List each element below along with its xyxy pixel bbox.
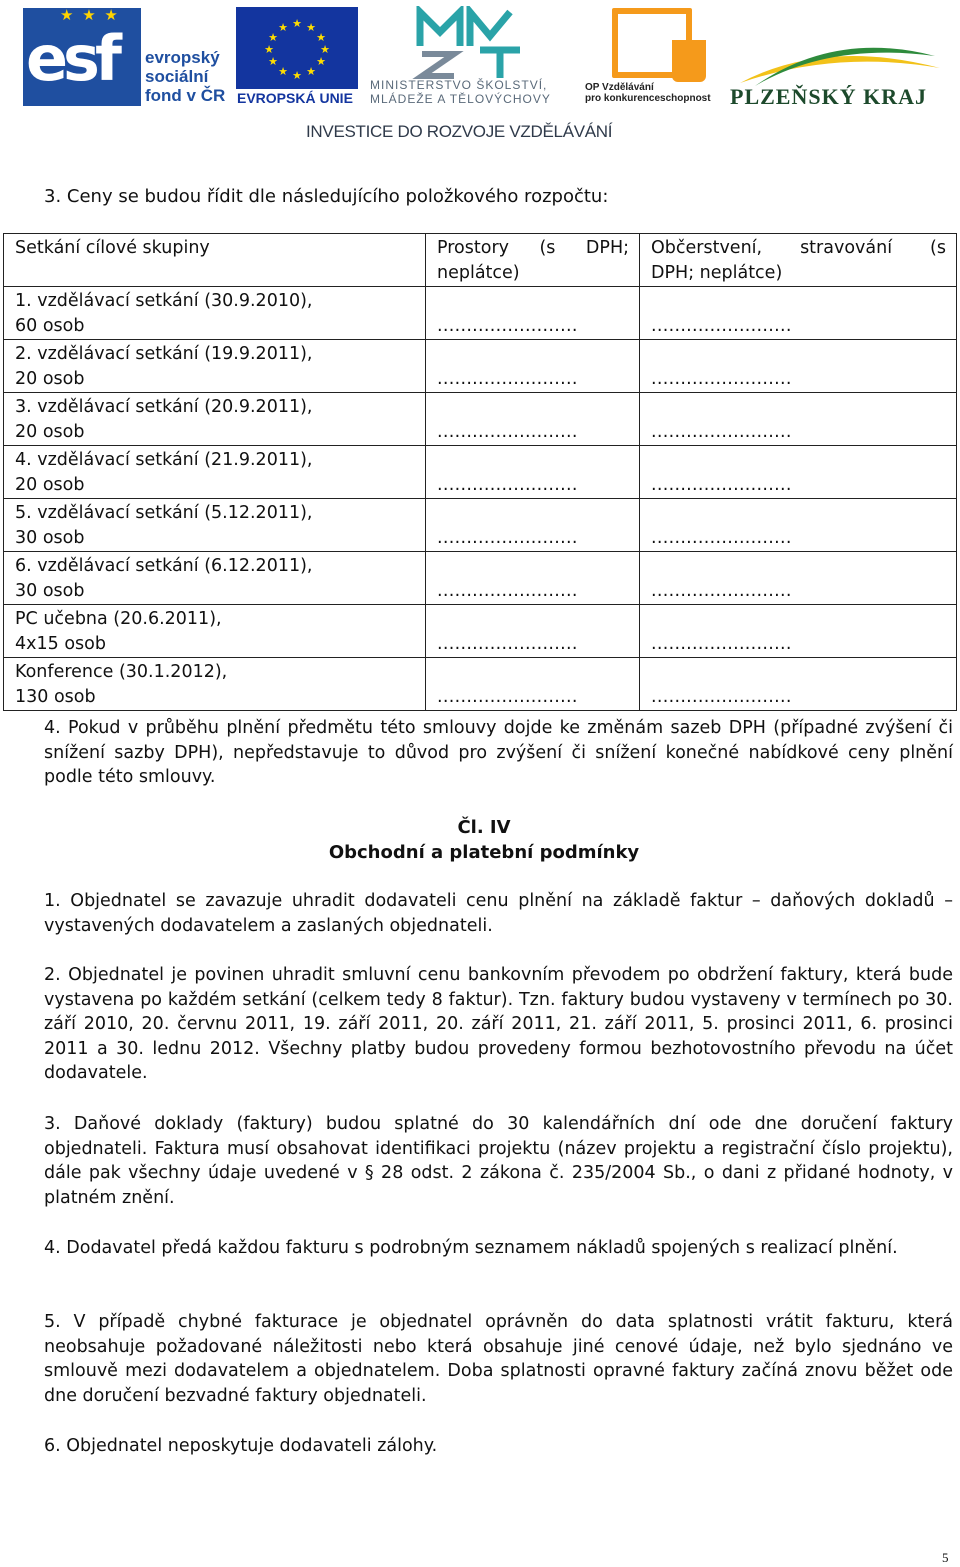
row-catering-blank: ........................ [651,634,792,654]
row-meeting: PC učebna (20.6.2011), [15,609,222,629]
svg-text:★: ★ [316,31,326,44]
budget-intro: 3. Ceny se budou řídit dle následujícího položkového rozpočtu: [44,186,609,207]
row-premises-blank: ........................ [437,581,578,601]
row-meeting: 2. vzdělávací setkání (19.9.2011), [15,344,313,364]
row-meeting: 3. vzdělávací setkání (20.9.2011), [15,397,313,417]
row-persons: 30 osob [15,581,85,601]
row-meeting: 6. vzdělávací setkání (6.12.2011), [15,556,313,576]
table-row [4,393,957,446]
row-persons: 30 osob [15,528,85,548]
svg-text:★: ★ [278,21,288,34]
header-premises-line1: Prostory (s DPH; [437,238,629,258]
row-persons: 20 osob [15,422,85,442]
paragraph-2: 2. Objednatel je povinen uhradit smluvní cenu bankovním převodem po obdržení faktury, která bude vystavena po každém setkání (celkem tedy 8 faktur). Tzn. faktury budou vystaveny v termínech po 30. září 2010, 20. červnu 2011, 19. září 2011, 20. září 2011, 21. září 2011, 5. prosinci 2011, 6. prosinci 2011 a 30. lednu 2012. Všechny platby budou provedeny formou bezhotovostního převodu na účet dodavatele. [44,965,953,1084]
paragraph-1: 1. Objednatel se zavazuje uhradit dodavateli cenu plnění na základě faktur – daňových dokladů – vystavených dodavatelem a zaslaných objednateli. [44,891,953,936]
banner-slogan: INVESTICE DO ROZVOJE VZDĚLÁVÁNÍ [306,122,613,141]
esf-letters: esf [26,22,117,95]
budget-table [3,233,957,711]
svg-text:★: ★ [316,55,326,68]
header-premises [426,234,640,287]
row-meeting: 4. vzdělávací setkání (21.9.2011), [15,450,313,470]
table-row [4,605,957,658]
chapter-number: Čl. IV [457,817,511,838]
svg-text:★: ★ [320,43,330,56]
vat-change-paragraph: 4. Pokud v průběhu plnění předmětu této smlouvy dojde ke změnám sazeb DPH (případné zvýšení či snížení sazby DPH), nepředstavuje to důvod pro zvýšení či snížení konečné nabídkové ceny plnění podle této smlouvy. [44,718,953,788]
row-premises-blank: ........................ [437,369,578,389]
svg-text:★: ★ [292,69,302,82]
svg-text:★: ★ [268,31,278,44]
table-row [4,552,957,605]
row-catering-blank: ........................ [651,528,792,548]
row-catering-blank: ........................ [651,475,792,495]
row-premises-blank: ........................ [437,316,578,336]
row-premises-blank: ........................ [437,475,578,495]
chapter-title: Obchodní a platební podmínky [328,842,640,863]
msmt-text: MINISTERSTVO ŠKOLSTVÍ, MLÁDEŽE A TĚLOVÝCHOVY [370,78,551,106]
row-persons: 60 osob [15,316,85,336]
table-row [4,499,957,552]
page-number: 5 [942,1550,949,1565]
row-catering-blank: ........................ [651,316,792,336]
eu-text: EVROPSKÁ UNIE [237,90,353,106]
logo-banner [0,0,960,150]
row-premises-blank: ........................ [437,634,578,654]
row-premises-blank: ........................ [437,422,578,442]
row-premises-blank: ........................ [437,528,578,548]
paragraph-5: 5. V případě chybné fakturace je objednatel oprávněn do data splatnosti vrátit fakturu, která neobsahuje požadované náležitosti nebo která obsahuje jiné cenové údaje, než bylo sjednáno ve smlouvě mezi dodavatelem a objednatelem. Doba splatnosti opravné faktury začíná znovu běžet ode dne doručení bezvadné faktury objednateli. [44,1312,953,1406]
header-catering [640,234,957,287]
row-meeting: 5. vzdělávací setkání (5.12.2011), [15,503,313,523]
row-persons: 130 osob [15,687,96,707]
table-header-row [4,234,957,287]
row-persons: 4x15 osob [15,634,106,654]
table-row [4,446,957,499]
row-meeting: 1. vzdělávací setkání (30.9.2010), [15,291,313,311]
op-text: OP Vzdělávání pro konkurenceschopnost [585,82,711,104]
row-persons: 20 osob [15,369,85,389]
row-meeting: Konference (30.1.2012), [15,662,228,682]
svg-text:★: ★ [264,43,274,56]
plzen-swoosh-icon [735,28,945,88]
table-row [4,340,957,393]
row-catering-blank: ........................ [651,422,792,442]
svg-text:★: ★ [268,55,278,68]
row-catering-blank: ........................ [651,581,792,601]
table-row [4,287,957,340]
eu-flag-icon [236,7,358,89]
header-premises-line2: neplátce) [437,263,520,283]
esf-text: evropský sociální fond v ČR [145,48,226,105]
svg-text:★: ★ [278,65,288,78]
esf-stars-icon: ★ ★ ★ [60,6,120,24]
row-persons: 20 osob [15,475,85,495]
header-catering-line1: Občerstvení, stravování (s [651,238,946,258]
row-premises-blank: ........................ [437,687,578,707]
op-badge-icon [672,40,706,82]
paragraph-3: 3. Daňové doklady (faktury) budou splatné do 30 kalendářních dní ode dne doručení faktury objednateli. Faktura musí obsahovat identifikaci projektu (název projektu a registrační číslo projektu), dále pak všechny údaje uvedené v § 28 odst. 2 zákona č. 235/2004 Sb., o dani z přidané hodnoty, v platném znění. [44,1114,953,1208]
msmt-logo-icon [410,6,540,80]
svg-text:★: ★ [292,17,302,30]
paragraph-6: 6. Objednatel neposkytuje dodavateli zálohy. [44,1436,438,1456]
paragraph-4: 4. Dodavatel předá každou fakturu s podrobným seznamem nákladů spojených s realizací plnění. [44,1238,898,1258]
table-row [4,658,957,711]
header-meeting: Setkání cílové skupiny [4,234,426,287]
svg-text:★: ★ [306,21,316,34]
svg-text:★: ★ [306,65,316,78]
row-catering-blank: ........................ [651,369,792,389]
row-catering-blank: ........................ [651,687,792,707]
plzen-text: PLZEŇSKÝ KRAJ [730,84,927,109]
header-catering-line2: DPH; neplátce) [651,263,783,283]
